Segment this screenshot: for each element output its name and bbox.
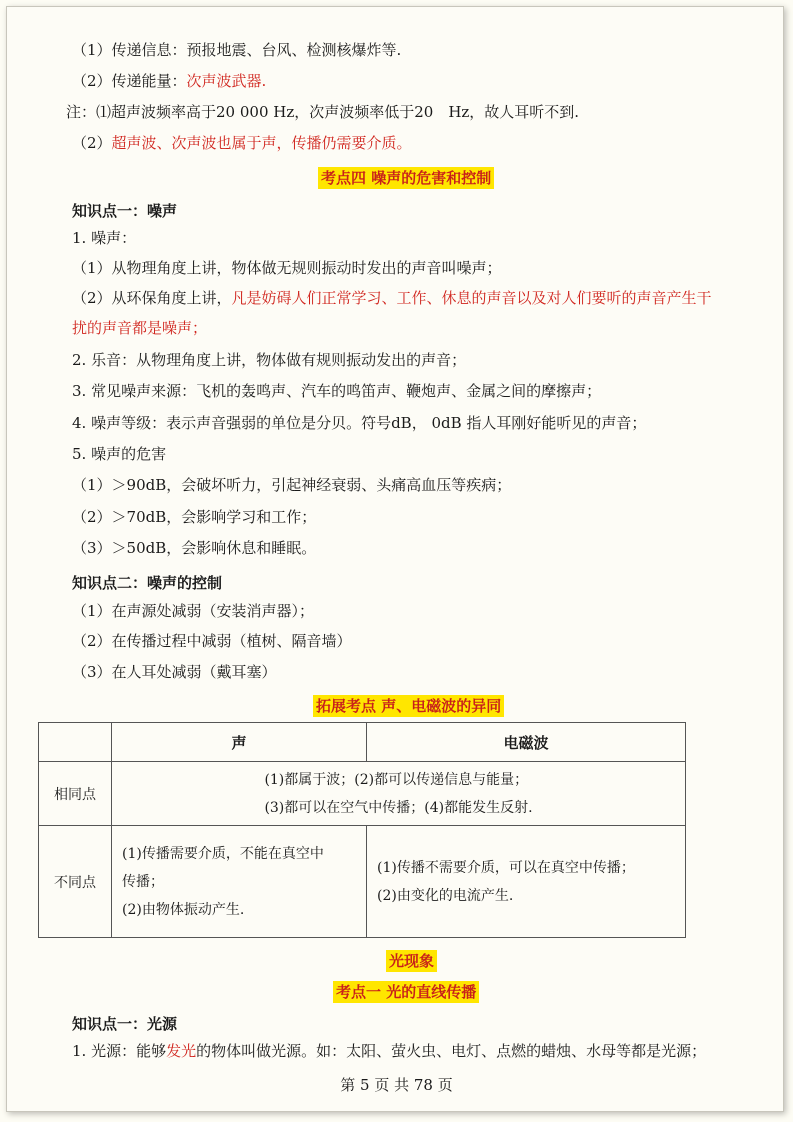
column-header-sound: 声 bbox=[112, 723, 367, 762]
same-points-cell bbox=[112, 762, 686, 826]
text-line: 1. 噪声： bbox=[72, 229, 137, 247]
red-text: 次声波武器. bbox=[186, 72, 267, 90]
text-line: （2）在传播过程中减弱（植树、隔音墙） bbox=[72, 632, 352, 650]
sound-diff-cell bbox=[112, 826, 367, 938]
page-footer: 第 5 页 共 78 页 bbox=[340, 1076, 453, 1094]
text-line: 4. 噪声等级：表示声音强弱的单位是分贝。符号dB， 0dB 指人耳刚好能听见的声音； bbox=[72, 414, 647, 432]
red-text-line: 扰的声音都是噪声； bbox=[72, 319, 208, 337]
table-corner bbox=[39, 723, 112, 762]
text-line: 3. 常见噪声来源：飞机的轰鸣声、汽车的鸣笛声、鞭炮声、金属之间的摩擦声； bbox=[72, 382, 602, 400]
section-title: 考点一 光的直线传播 bbox=[333, 981, 479, 1003]
red-text: 发光 bbox=[166, 1042, 197, 1060]
text-span: （2） bbox=[72, 134, 112, 152]
column-header-em-wave: 电磁波 bbox=[367, 723, 686, 762]
table-row bbox=[39, 762, 686, 826]
cell-line: 传播； bbox=[122, 873, 164, 890]
cell-line: (2)由物体振动产生. bbox=[122, 901, 245, 918]
cell-line: (1)传播不需要介质，可以在真空中传播； bbox=[377, 859, 635, 876]
row-head-diff: 不同点 bbox=[39, 826, 112, 938]
subsection-title: 知识点一：光源 bbox=[72, 1015, 178, 1033]
text-line bbox=[72, 1041, 706, 1061]
text-span: 1. 光源：能够 bbox=[72, 1042, 167, 1060]
text-span: 的物体叫做光源。如：太阳、萤火虫、电灯、点燃的蜡烛、水母等都是光源； bbox=[196, 1042, 707, 1060]
table-header-row bbox=[39, 723, 686, 762]
table-row bbox=[39, 826, 686, 938]
subsection-title: 知识点二：噪声的控制 bbox=[72, 574, 223, 592]
text-line: 5. 噪声的危害 bbox=[72, 445, 167, 463]
text-line: 2. 乐音：从物理角度上讲，物体做有规则振动发出的声音； bbox=[72, 351, 467, 369]
text-line bbox=[72, 71, 266, 91]
text-line: （1）从物理角度上讲，物体做无规则振动时发出的声音叫噪声； bbox=[72, 259, 502, 277]
text-line: （2）＞70dB，会影响学习和工作； bbox=[72, 508, 317, 526]
subsection-title: 知识点一：噪声 bbox=[72, 202, 178, 220]
row-head-same: 相同点 bbox=[39, 762, 112, 826]
text-line: （1）在声源处减弱（安装消声器）； bbox=[72, 602, 315, 620]
section-title: 考点四 噪声的危害和控制 bbox=[318, 167, 494, 189]
cell-line: (1)都属于波；(2)都可以传递信息与能量； bbox=[264, 771, 529, 788]
red-text: 凡是妨碍人们正常学习、工作、休息的声音以及对人们要听的声音产生干 bbox=[231, 289, 712, 307]
text-line bbox=[72, 133, 412, 153]
comparison-table bbox=[38, 722, 686, 938]
chapter-title: 光现象 bbox=[386, 950, 437, 972]
text-line: （3）在人耳处减弱（戴耳塞） bbox=[72, 663, 277, 681]
text-span: （2）传递能量： bbox=[72, 72, 187, 90]
text-line: （3）＞50dB，会影响休息和睡眠。 bbox=[72, 539, 317, 557]
cell-line: (2)由变化的电流产生. bbox=[377, 887, 514, 904]
text-span: （2）从环保角度上讲， bbox=[72, 289, 232, 307]
red-text: 超声波、次声波也属于声，传播仍需要介质。 bbox=[111, 134, 412, 152]
text-line: （1）传递信息：预报地震、台风、检测核爆炸等. bbox=[72, 41, 402, 59]
text-line bbox=[72, 288, 712, 308]
cell-line: (3)都可以在空气中传播；(4)都能发生反射. bbox=[264, 799, 533, 816]
note-line: 注：⑴超声波频率高于20 000 Hz，次声波频率低于20 Hz，故人耳听不到. bbox=[66, 103, 580, 121]
cell-line: (1)传播需要介质，不能在真空中 bbox=[122, 845, 324, 862]
em-diff-cell bbox=[367, 826, 686, 938]
section-title: 拓展考点 声、电磁波的异同 bbox=[313, 695, 504, 717]
text-line: （1）＞90dB，会破坏听力，引起神经衰弱、头痛高血压等疾病； bbox=[72, 476, 512, 494]
